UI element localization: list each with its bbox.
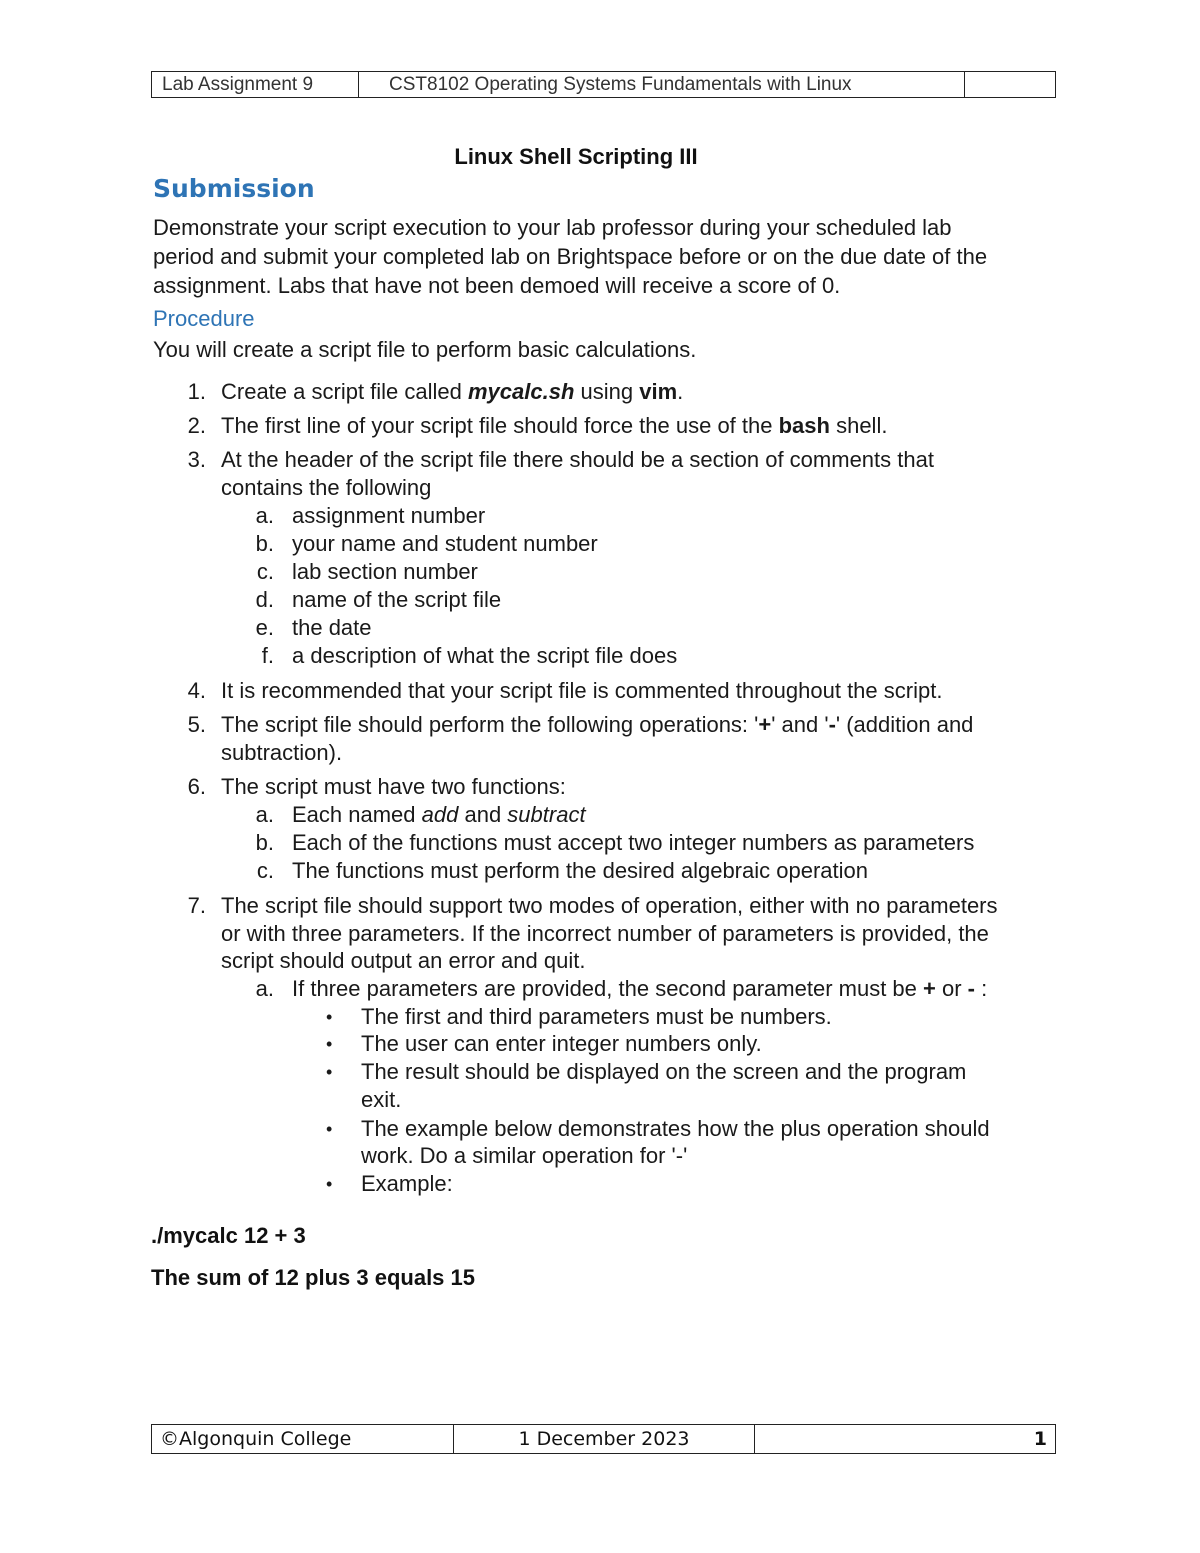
submission-line-1: Demonstrate your script execution to your lab professor during your scheduled lab xyxy=(153,215,952,240)
header-lab-number: Lab Assignment 9 xyxy=(152,72,359,98)
submission-line-2: period and submit your completed lab on Brightspace before or on the due date of the xyxy=(153,244,988,269)
bullet-text: The first and third parameters must be numbers. xyxy=(361,1004,832,1029)
step-5-text-a: The script file should perform the following operations: ' xyxy=(221,712,759,737)
bullet-icon: • xyxy=(326,1174,333,1194)
bullet-icon: • xyxy=(326,1062,333,1082)
sub-text-post: : xyxy=(974,976,988,1001)
step-7-line-2: or with three parameters. If the incorrect number of parameters is provided, the xyxy=(221,921,989,946)
header-empty-cell xyxy=(965,72,1056,98)
bullet-text: The result should be displayed on the screen and the program xyxy=(361,1059,967,1084)
step-number: 2. xyxy=(187,413,206,438)
sub-text-or: or xyxy=(935,976,968,1001)
step-7-line-3: script should output an error and quit. xyxy=(221,948,586,973)
editor-name: vim xyxy=(639,379,678,404)
step-5-text-c: ' (addition and xyxy=(835,712,974,737)
step-4-text: It is recommended that your script file is commented throughout the script. xyxy=(221,678,943,703)
sub-marker: e. xyxy=(255,615,274,640)
step-1-text xyxy=(221,378,683,406)
page-number: 1 xyxy=(755,1425,1056,1454)
sub-marker: a. xyxy=(255,802,274,827)
sub-text: The functions must perform the desired algebraic operation xyxy=(292,858,868,883)
sub-marker: b. xyxy=(255,830,274,855)
sub-text: name of the script file xyxy=(292,587,502,612)
step-2-text xyxy=(221,412,887,440)
sub-marker: c. xyxy=(256,559,274,584)
bullet-icon: • xyxy=(326,1007,333,1027)
step-number: 5. xyxy=(187,712,206,737)
sub-marker: d. xyxy=(255,587,274,612)
bullet-text: Example: xyxy=(361,1171,453,1196)
sub-text-pre: Each named xyxy=(292,802,422,827)
page-footer xyxy=(151,1424,1056,1454)
function-subtract: subtract xyxy=(507,802,586,827)
footer-copyright: ©Algonquin College xyxy=(152,1425,454,1454)
step-2-text-a: The first line of your script file should force the use of the xyxy=(221,413,779,438)
submission-heading: Submission xyxy=(153,174,315,203)
plus-operator: + xyxy=(758,712,772,737)
document-title: Linux Shell Scripting III xyxy=(454,144,698,169)
bullet-icon: • xyxy=(326,1119,333,1139)
sub-marker: b. xyxy=(255,531,274,556)
plus-operator: + xyxy=(923,976,936,1001)
sub-text: lab section number xyxy=(292,559,478,584)
script-filename: mycalc.sh xyxy=(468,379,575,404)
step-5-line-1 xyxy=(221,711,973,739)
step-6-text: The script must have two functions: xyxy=(221,774,566,799)
procedure-intro: You will create a script file to perform basic calculations. xyxy=(153,337,697,362)
step-1-text-a: Create a script file called xyxy=(221,379,468,404)
bullet-text-cont: exit. xyxy=(361,1087,402,1112)
shell-name: bash xyxy=(778,413,830,438)
submission-line-3: assignment. Labs that have not been demoed will receive a score of 0. xyxy=(153,273,841,298)
sub-text: the date xyxy=(292,615,372,640)
step-7-line-1: The script file should support two modes of operation, either with no parameters xyxy=(221,893,998,918)
sub-text xyxy=(292,801,586,829)
sub-marker: c. xyxy=(256,858,274,883)
bullet-icon: • xyxy=(326,1034,333,1054)
step-number: 3. xyxy=(187,447,206,472)
step-number: 7. xyxy=(187,893,206,918)
function-add: add xyxy=(421,802,459,827)
step-3-line-2: contains the following xyxy=(221,475,432,500)
sub-text: Each of the functions must accept two integer numbers as parameters xyxy=(292,830,975,855)
header-course-title: CST8102 Operating Systems Fundamentals with Linux xyxy=(359,72,965,98)
page-header xyxy=(151,71,1056,98)
bullet-text-cont: work. Do a similar operation for '-' xyxy=(361,1143,688,1168)
minus-operator: - xyxy=(967,976,975,1001)
sub-text: your name and student number xyxy=(292,531,598,556)
minus-operator: - xyxy=(828,712,836,737)
footer-date: 1 December 2023 xyxy=(454,1425,755,1454)
step-1-text-e: . xyxy=(677,379,684,404)
bullet-text: The user can enter integer numbers only. xyxy=(361,1031,762,1056)
sub-text-pre: If three parameters are provided, the second parameter must be xyxy=(292,976,923,1001)
bullet-text: The example below demonstrates how the plus operation should xyxy=(361,1116,990,1141)
step-number: 4. xyxy=(187,678,206,703)
sub-marker: f. xyxy=(261,643,274,668)
example-command: ./mycalc 12 + 3 xyxy=(151,1223,306,1248)
sub-text-mid: and xyxy=(458,802,508,827)
procedure-heading: Procedure xyxy=(153,306,255,331)
step-number: 1. xyxy=(187,379,206,404)
sub-text xyxy=(292,975,987,1003)
step-2-text-c: shell. xyxy=(829,413,888,438)
sub-text: a description of what the script file does xyxy=(292,643,678,668)
example-output: The sum of 12 plus 3 equals 15 xyxy=(151,1265,475,1290)
sub-text: assignment number xyxy=(292,503,486,528)
step-3-line-1: At the header of the script file there should be a section of comments that xyxy=(221,447,934,472)
sub-marker: a. xyxy=(255,503,274,528)
step-5-text-b: ' and ' xyxy=(771,712,829,737)
submission-paragraph xyxy=(153,213,1073,300)
step-1-text-c: using xyxy=(574,379,640,404)
step-5-line-2: subtraction). xyxy=(221,740,343,765)
step-number: 6. xyxy=(187,774,206,799)
sub-marker: a. xyxy=(255,976,274,1001)
